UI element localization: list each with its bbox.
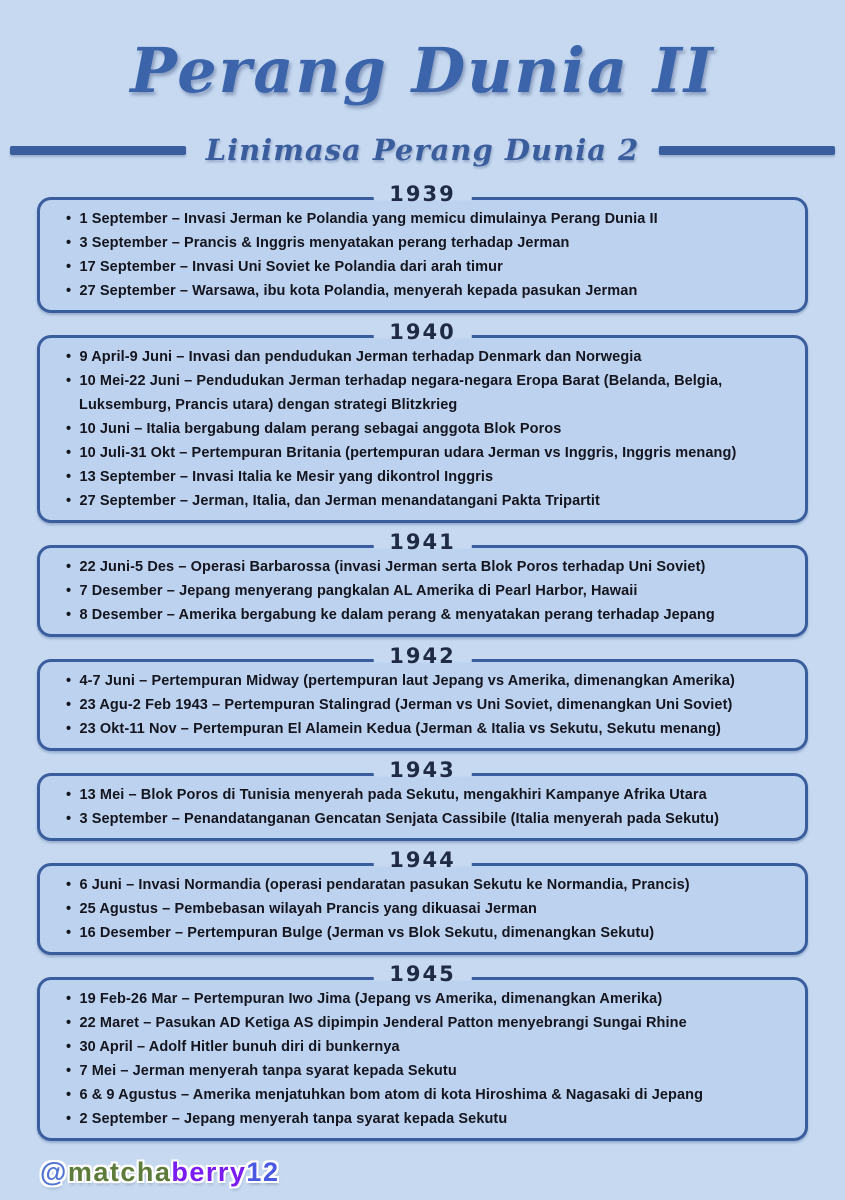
event-item: • 17 September – Invasi Uni Soviet ke Polandia dari arah timur (55, 255, 790, 279)
event-list (55, 207, 790, 303)
event-item: • 6 & 9 Agustus – Amerika menjatuhkan bom atom di kota Hiroshima & Nagasaki di Jepang (55, 1083, 790, 1107)
year-label: 1945 (373, 961, 471, 989)
year-label: 1941 (373, 529, 471, 557)
event-item: • 8 Desember – Amerika bergabung ke dalam perang & menyatakan perang terhadap Jepang (55, 603, 790, 627)
event-item: • 30 April – Adolf Hitler bunuh diri di bunkernya (55, 1035, 790, 1059)
watermark-segment: 12 (246, 1157, 280, 1187)
event-item: • 27 September – Jerman, Italia, dan Jerman menandatangani Pakta Tripartit (55, 489, 790, 513)
event-list (55, 345, 790, 513)
year-label: 1943 (373, 757, 471, 785)
event-item: • 27 September – Warsawa, ibu kota Polandia, menyerah kepada pasukan Jerman (55, 279, 790, 303)
watermark-segment: matcha (67, 1157, 172, 1187)
event-item: • 23 Agu-2 Feb 1943 – Pertempuran Stalingrad (Jerman vs Uni Soviet, dimenangkan Uni Soviet) (55, 693, 790, 717)
event-item: • 22 Maret – Pasukan AD Ketiga AS dipimpin Jenderal Patton menyebrangi Sungai Rhine (55, 1011, 790, 1035)
event-item: • 4-7 Juni – Pertempuran Midway (pertempuran laut Jepang vs Amerika, dimenangkan Amerika) (55, 669, 790, 693)
event-item: • 3 September – Penandatanganan Gencatan Senjata Cassibile (Italia menyerah pada Sekutu) (55, 807, 790, 831)
event-item: • 13 September – Invasi Italia ke Mesir yang dikontrol Inggris (55, 465, 790, 489)
event-list (55, 555, 790, 627)
subtitle-row (0, 133, 845, 167)
timeline (0, 182, 845, 1141)
event-list (55, 783, 790, 831)
event-item: • 13 Mei – Blok Poros di Tunisia menyerah pada Sekutu, mengakhiri Kampanye Afrika Utara (55, 783, 790, 807)
watermark-segment: @ (40, 1157, 68, 1187)
event-item: • 10 Mei-22 Juni – Pendudukan Jerman terhadap negara-negara Eropa Barat (Belanda, Belgia, Luksemburg, Prancis utara) dengan strategi Blitzkrieg (55, 369, 790, 417)
watermark (40, 1157, 845, 1188)
event-item: • 25 Agustus – Pembebasan wilayah Prancis yang dikuasai Jerman (55, 897, 790, 921)
event-item: • 10 Juni – Italia bergabung dalam perang sebagai anggota Blok Poros (55, 417, 790, 441)
event-item: • 9 April-9 Juni – Invasi dan pendudukan Jerman terhadap Denmark dan Norwegia (55, 345, 790, 369)
event-item: • 10 Juli-31 Okt – Pertempuran Britania (pertempuran udara Jerman vs Inggris, Inggris menang) (55, 441, 790, 465)
year-section (37, 320, 808, 523)
event-item: • 19 Feb-26 Mar – Pertempuran Iwo Jima (Jepang vs Amerika, dimenangkan Amerika) (55, 987, 790, 1011)
watermark-segment: berry (171, 1157, 247, 1187)
event-item: • 6 Juni – Invasi Normandia (operasi pendaratan pasukan Sekutu ke Normandia, Prancis) (55, 873, 790, 897)
year-section (37, 962, 808, 1141)
page-title: Perang Dunia II (130, 34, 715, 107)
year-section (37, 182, 808, 313)
year-section (37, 848, 808, 955)
year-label: 1939 (373, 181, 471, 209)
year-section (37, 758, 808, 841)
year-label: 1940 (373, 319, 471, 347)
subtitle-left-bar (10, 146, 186, 155)
event-item: • 23 Okt-11 Nov – Pertempuran El Alamein Kedua (Jerman & Italia vs Sekutu, Sekutu menang) (55, 717, 790, 741)
event-item: • 7 Desember – Jepang menyerang pangkalan AL Amerika di Pearl Harbor, Hawaii (55, 579, 790, 603)
event-list (55, 987, 790, 1131)
event-item: • 7 Mei – Jerman menyerah tanpa syarat kepada Sekutu (55, 1059, 790, 1083)
subtitle: Linimasa Perang Dunia 2 (205, 133, 640, 167)
year-label: 1944 (373, 847, 471, 875)
year-section (37, 530, 808, 637)
event-item: • 2 September – Jepang menyerah tanpa syarat kepada Sekutu (55, 1107, 790, 1131)
event-item: • 1 September – Invasi Jerman ke Polandia yang memicu dimulainya Perang Dunia II (55, 207, 790, 231)
event-item: • 22 Juni-5 Des – Operasi Barbarossa (invasi Jerman serta Blok Poros terhadap Uni Soviet) (55, 555, 790, 579)
year-label: 1942 (373, 643, 471, 671)
event-item: • 3 September – Prancis & Inggris menyatakan perang terhadap Jerman (55, 231, 790, 255)
event-item: • 16 Desember – Pertempuran Bulge (Jerman vs Blok Sekutu, dimenangkan Sekutu) (55, 921, 790, 945)
subtitle-right-bar (659, 146, 835, 155)
year-section (37, 644, 808, 751)
event-list (55, 873, 790, 945)
event-list (55, 669, 790, 741)
